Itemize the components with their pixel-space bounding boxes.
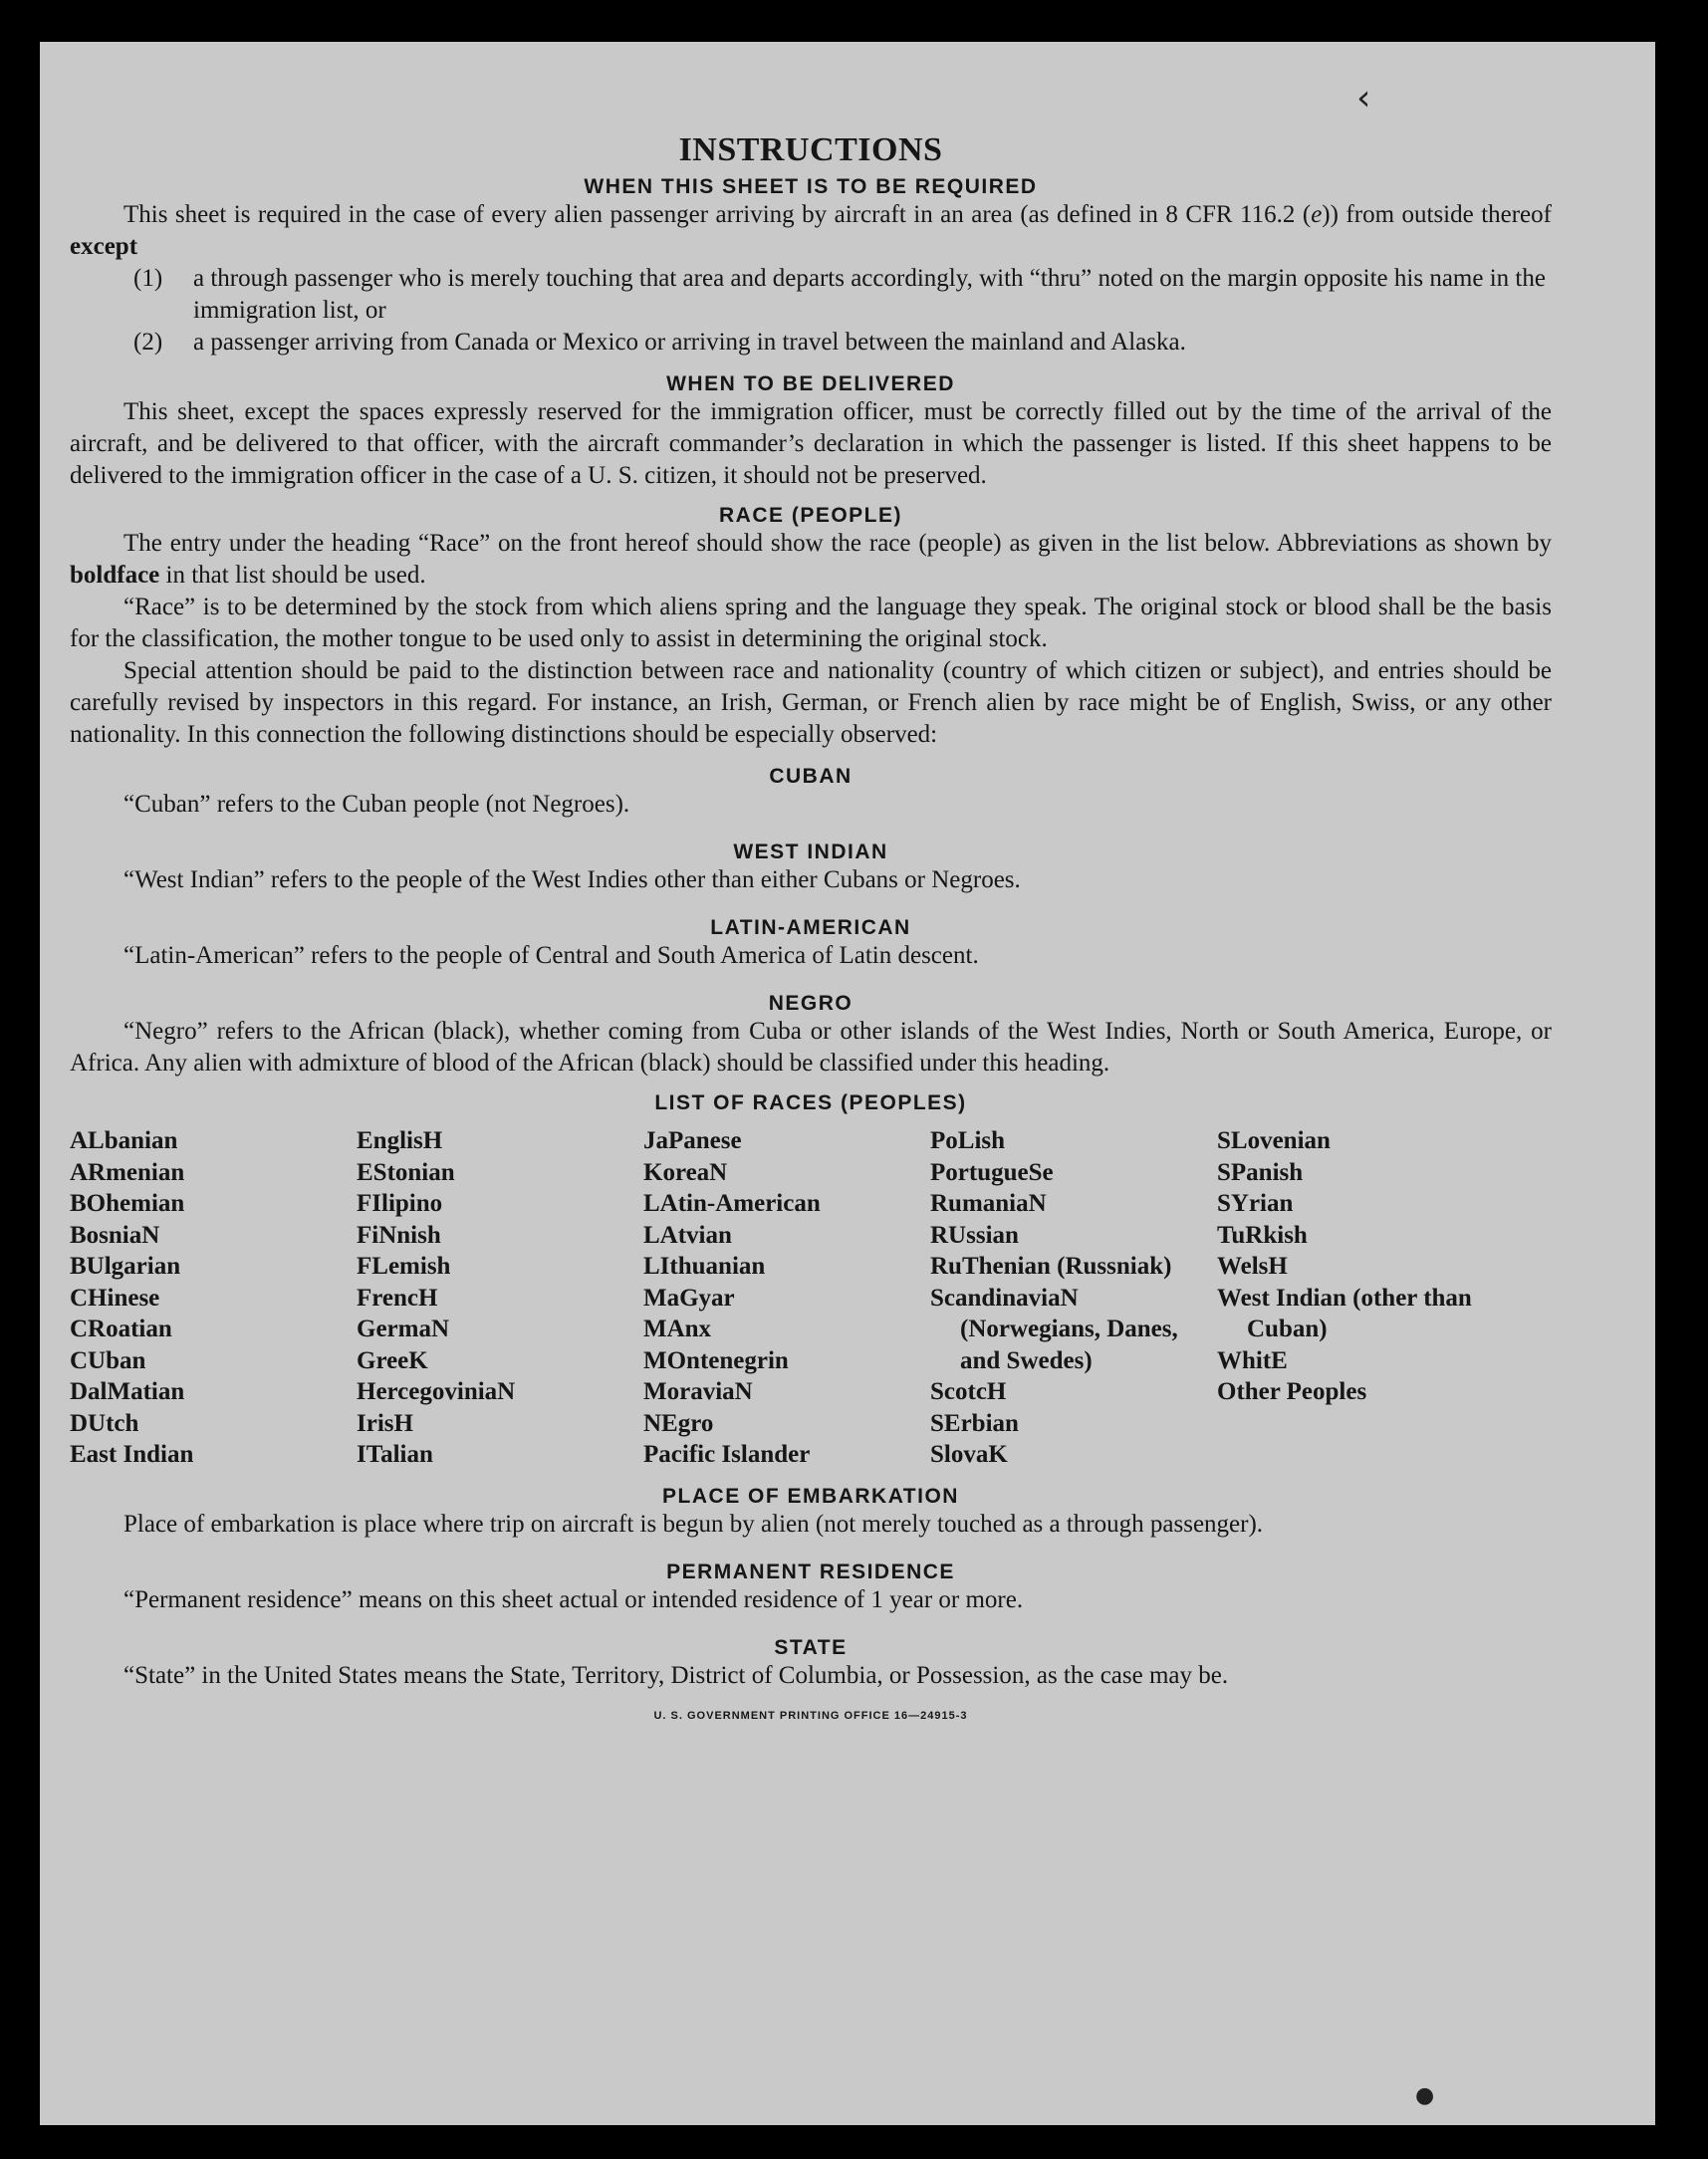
instructions-page: [70, 131, 1552, 1722]
race-item: ARmenian: [70, 1158, 185, 1186]
race-item: FIlipino: [357, 1190, 443, 1217]
race-item: RuThenian (Russniak): [930, 1253, 1172, 1280]
heading-when-delivered: WHEN TO BE DELIVERED: [666, 372, 955, 395]
heading-negro: NEGRO: [768, 992, 854, 1015]
embarkation-paragraph: Place of embarkation is place where trip on aircraft is begun by alien (not merely touched as a through passenger).: [123, 1510, 1264, 1538]
race-item: FrencH: [357, 1284, 438, 1312]
race-item: ScandinaviaN (Norwegians, Danes, and Swedes): [930, 1284, 1178, 1374]
delivered-paragraph: This sheet, except the spaces expressly reserved for the immigration officer, must be correctly filled out by the time of the arrival of the aircraft, and be delivered to that officer, with the aircraft commander’s declaration in which the passenger is listed. If this sheet happens to be delivered to the immigration officer in the case of a U. S. citizen, it should not be preserved.: [70, 398, 1552, 489]
race-item: ITalian: [357, 1441, 433, 1468]
race-item: FiNnish: [357, 1221, 441, 1249]
races-column-2: [357, 1125, 643, 1471]
race-item: SYrian: [1217, 1190, 1294, 1217]
race-item: PortugueSe: [930, 1158, 1054, 1186]
negro-paragraph: “Negro” refers to the African (black), whether coming from Cuba or other islands of the West Indies, North or South America, Europe, or Africa. Any alien with admixture of blood of the African (black) should be classified under this heading.: [70, 1018, 1552, 1077]
race-item: ScotcH: [930, 1378, 1007, 1405]
race-item: HercegoviniaN: [357, 1378, 516, 1405]
races-column-4: [930, 1125, 1217, 1471]
residence-paragraph: “Permanent residence” means on this sheet actual or intended residence of 1 year or more.: [123, 1585, 1024, 1613]
race-item: EnglisH: [357, 1127, 443, 1154]
page-title: INSTRUCTIONS: [678, 131, 943, 168]
race-item: SlovaK: [930, 1441, 1008, 1468]
heading-west-indian: WEST INDIAN: [733, 840, 888, 863]
west-indian-paragraph: “West Indian” refers to the people of the West Indies other than either Cubans or Negroes.: [123, 866, 1021, 893]
race-item: Pacific Islander: [643, 1441, 811, 1468]
exception-item-1: (1) a through passenger who is merely touching that area and departs accordingly, with “thru” noted on the margin opposite his name in the immigration list, or: [133, 265, 1546, 324]
race-item: MoraviaN: [643, 1378, 753, 1405]
heading-state: STATE: [774, 1635, 848, 1659]
race-item: ALbanian: [70, 1127, 178, 1154]
race-item: BUlgarian: [70, 1253, 181, 1280]
race-item: FLemish: [357, 1253, 451, 1280]
cuban-paragraph: “Cuban” refers to the Cuban people (not Negroes).: [123, 791, 630, 818]
race-item: LAtin-American: [643, 1190, 821, 1217]
race-item: WelsH: [1217, 1253, 1288, 1280]
race-item: PoLish: [930, 1127, 1006, 1154]
race-item: KoreaN: [643, 1158, 728, 1186]
required-paragraph: This sheet is required in the case of every alien passenger arriving by aircraft in an area (as defined in 8 CFR 116.2 (e)) from outside thereof except: [70, 201, 1552, 260]
race-item: SErbian: [930, 1409, 1019, 1437]
race-item: GermaN: [357, 1316, 450, 1342]
race-item: CUban: [70, 1346, 146, 1374]
race-item: Other Peoples: [1217, 1378, 1367, 1405]
exception-item-2: (2) a passenger arriving from Canada or Mexico or arriving in travel between the mainland and Alaska.: [133, 329, 1186, 356]
race-item: MaGyar: [643, 1284, 735, 1312]
heading-when-required: WHEN THIS SHEET IS TO BE REQUIRED: [584, 175, 1038, 198]
race-item: RUssian: [930, 1221, 1019, 1249]
heading-latin-american: LATIN-AMERICAN: [710, 916, 911, 939]
race-item: SLovenian: [1217, 1127, 1331, 1154]
race-item: RumaniaN: [930, 1190, 1047, 1217]
races-column-5: [1217, 1125, 1504, 1471]
race-item: MAnx: [643, 1316, 712, 1342]
race-item: LAtvian: [643, 1221, 732, 1249]
race-item: DUtch: [70, 1409, 139, 1437]
printing-office-footer: U. S. GOVERNMENT PRINTING OFFICE 16—24915-3: [653, 1709, 968, 1722]
races-column-1: [70, 1125, 357, 1471]
race-item: West Indian (other than Cuban): [1217, 1284, 1472, 1342]
race-item: CHinese: [70, 1284, 160, 1312]
heading-permanent-residence: PERMANENT RESIDENCE: [666, 1559, 955, 1583]
ink-mark: ‹: [1356, 78, 1371, 119]
heading-place-of-embarkation: PLACE OF EMBARKATION: [662, 1484, 959, 1508]
race-item: EStonian: [357, 1158, 455, 1186]
race-item: NEgro: [643, 1409, 714, 1437]
heading-cuban: CUBAN: [769, 765, 853, 788]
race-item: GreeK: [357, 1346, 428, 1374]
race-paragraph-1: The entry under the heading “Race” on the front hereof should show the race (people) as given in the list below. Abbreviations as shown by boldface in that list should be used.: [70, 530, 1552, 589]
race-item: JaPanese: [643, 1127, 742, 1154]
race-item: IrisH: [357, 1409, 413, 1437]
latin-american-paragraph: “Latin-American” refers to the people of Central and South America of Latin descent.: [123, 942, 979, 969]
race-paragraph-3: Special attention should be paid to the distinction between race and nationality (country of which citizen or subject), and entries should be carefully revised by inspectors in this regard. For instance, an Irish, German, or French alien by race might be of English, Swiss, or any other nationality. In this connection the following distinctions should be especially observed:: [70, 657, 1552, 748]
race-item: TuRkish: [1217, 1221, 1308, 1249]
race-item: East Indian: [70, 1441, 194, 1468]
race-item: MOntenegrin: [643, 1346, 789, 1374]
document-sheet: [40, 42, 1655, 2125]
races-column-3: [643, 1125, 930, 1471]
race-paragraph-2: “Race” is to be determined by the stock from which aliens spring and the language they speak. The original stock or blood shall be the basis for the classification, the mother tongue to be used only to assist in determining the original stock.: [70, 594, 1552, 652]
race-item: BOhemian: [70, 1190, 185, 1217]
race-item: CRoatian: [70, 1316, 172, 1342]
ink-dot: ●: [1415, 2083, 1435, 2108]
race-item: SPanish: [1217, 1158, 1304, 1186]
races-list: [70, 1125, 1552, 1471]
heading-list-of-races: LIST OF RACES (PEOPLES): [654, 1091, 967, 1114]
race-item: LIthuanian: [643, 1253, 766, 1280]
race-item: WhitE: [1217, 1346, 1288, 1374]
state-paragraph: “State” in the United States means the State, Territory, District of Columbia, or Possession, as the case may be.: [123, 1661, 1229, 1689]
race-item: DalMatian: [70, 1378, 185, 1405]
heading-race: RACE (PEOPLE): [718, 504, 902, 527]
race-item: BosniaN: [70, 1221, 160, 1249]
